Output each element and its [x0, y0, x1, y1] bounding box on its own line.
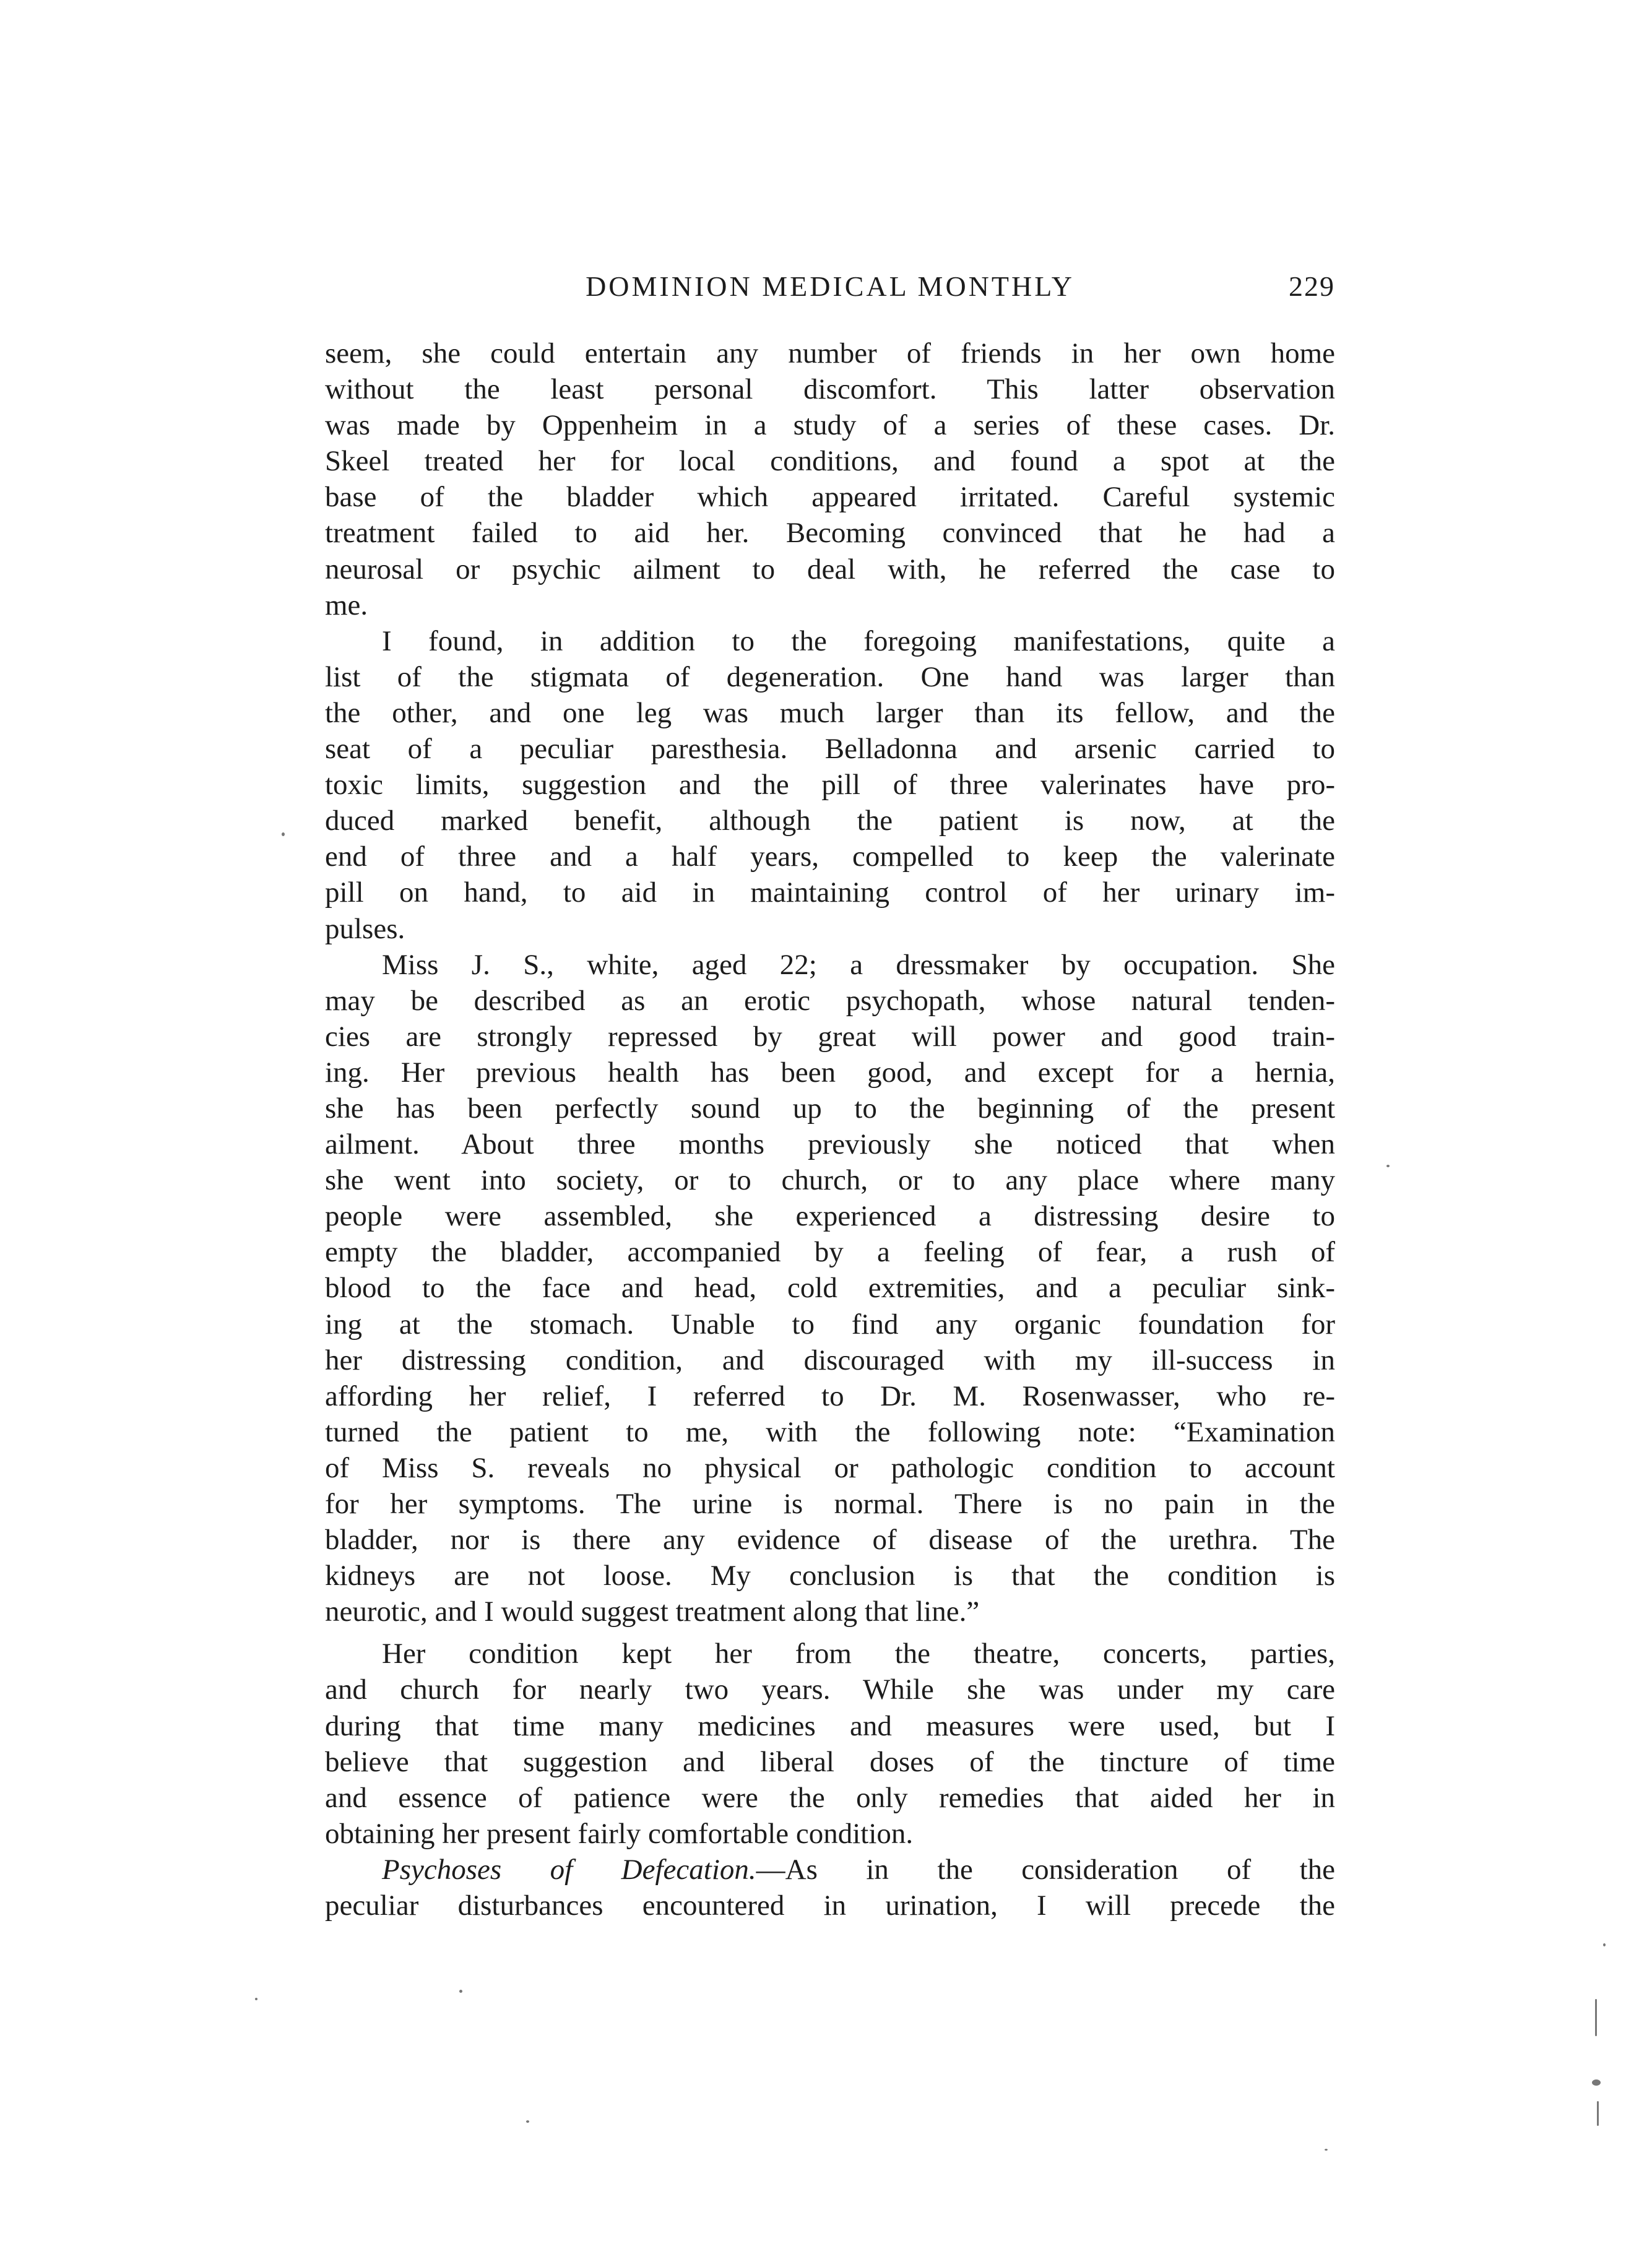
text-line: I found, in addition to the foregoing manifestations, quite a: [382, 624, 1335, 657]
text-line: of Miss S. reveals no physical or pathologic condition to account: [325, 1451, 1335, 1484]
text-line: and church for nearly two years. While she was under my care: [325, 1673, 1335, 1706]
scan-speck: [526, 2120, 529, 2123]
body-text: [325, 335, 1335, 1924]
text-line: Skeel treated her for local conditions, and found a spot at the: [325, 445, 1335, 478]
scan-speck: [1325, 2149, 1328, 2151]
text-line: she went into society, or to church, or to any place where many: [325, 1164, 1335, 1197]
page-number: 229: [1289, 270, 1335, 302]
paragraph: [325, 1636, 1335, 1852]
text-line: seem, she could entertain any number of friends in her own home: [325, 337, 1335, 369]
running-head: DOMINION MEDICAL MONTHLY: [586, 270, 1075, 302]
text-line: Miss J. S., white, aged 22; a dressmaker by occupation. She: [382, 948, 1335, 981]
paragraph-gap: [325, 1630, 1335, 1636]
text-line: duced marked benefit, although the patient is now, at the: [325, 805, 1335, 837]
page-header: [325, 265, 1335, 308]
scan-speck: [1595, 1999, 1597, 2036]
text-line: she has been perfectly sound up to the beginning of the present: [325, 1092, 1335, 1125]
text-line: without the least personal discomfort. This latter observation: [325, 373, 1335, 406]
text-line: for her symptoms. The urine is normal. There is no pain in the: [325, 1488, 1335, 1520]
text-line: turned the patient to me, with the following note: “Examination: [325, 1415, 1335, 1448]
text-line: believe that suggestion and liberal doses of the tincture of time: [325, 1745, 1335, 1778]
text-line: ailment. About three months previously she noticed that when: [325, 1128, 1335, 1161]
text-line: me.: [325, 589, 368, 621]
text-line: treatment failed to aid her. Becoming convinced that he had a: [325, 517, 1335, 550]
text-run: —As in the consideration of the: [756, 1853, 1336, 1886]
scan-speck: [1597, 2101, 1599, 2126]
text-line: list of the stigmata of degeneration. One hand was larger than: [325, 660, 1335, 693]
text-line: cies are strongly repressed by great will power and good train-: [325, 1020, 1335, 1053]
text-line: and essence of patience were the only remedies that aided her in: [325, 1781, 1335, 1814]
text-line: during that time many medicines and measures were used, but I: [325, 1709, 1335, 1742]
scan-speck: [459, 1990, 462, 1993]
scan-speck: [1592, 2079, 1601, 2086]
text-line: may be described as an erotic psychopath, whose natural tenden-: [325, 984, 1335, 1017]
text-line: seat of a peculiar paresthesia. Belladonna and arsenic carried to: [325, 733, 1335, 766]
paragraph: [325, 1852, 1335, 1924]
text-line: her distressing condition, and discouraged with my ill-success in: [325, 1344, 1335, 1376]
scan-speck: [1386, 1165, 1390, 1167]
text-line: ing at the stomach. Unable to find any organic foundation for: [325, 1308, 1335, 1341]
text-line: pill on hand, to aid in maintaining control of her urinary im-: [325, 876, 1335, 909]
section-heading: Psychoses of Defecation.: [382, 1853, 756, 1886]
text-line: base of the bladder which appeared irritated. Careful systemic: [325, 481, 1335, 514]
text-line: bladder, nor is there any evidence of disease of the urethra. The: [325, 1524, 1335, 1557]
paragraph: [325, 947, 1335, 1630]
text-line: peculiar disturbances encountered in urination, I will precede the: [325, 1889, 1335, 1922]
text-line: blood to the face and head, cold extremities, and a peculiar sink-: [325, 1272, 1335, 1305]
text-line: end of three and a half years, compelled to keep the valerinate: [325, 840, 1335, 873]
text-line: obtaining her present fairly comfortable condition.: [325, 1817, 914, 1850]
text-line: was made by Oppenheim in a study of a series of these cases. Dr.: [325, 409, 1335, 442]
text-line: ing. Her previous health has been good, and except for a hernia,: [325, 1056, 1335, 1089]
text-line: Her condition kept her from the theatre, concerts, parties,: [382, 1638, 1335, 1670]
text-line: the other, and one leg was much larger than its fellow, and the: [325, 696, 1335, 729]
text-line: neurotic, and I would suggest treatment along that line.”: [325, 1596, 980, 1628]
text-line: [325, 1852, 1335, 1888]
text-line: affording her relief, I referred to Dr. M. Rosenwasser, who re-: [325, 1380, 1335, 1412]
paragraph: [325, 623, 1335, 947]
text-line: empty the bladder, accompanied by a feeling of fear, a rush of: [325, 1236, 1335, 1269]
text-line: toxic limits, suggestion and the pill of three valerinates have pro-: [325, 769, 1335, 801]
text-line: neurosal or psychic ailment to deal with, he referred the case to: [325, 553, 1335, 585]
scan-speck: [255, 1998, 257, 2000]
text-line: kidneys are not loose. My conclusion is that the condition is: [325, 1560, 1335, 1592]
paragraph: [325, 335, 1335, 623]
text-line: pulses.: [325, 912, 405, 945]
scan-speck: [282, 832, 285, 836]
scan-speck: [1603, 1943, 1606, 1946]
text-line: people were assembled, she experienced a distressing desire to: [325, 1200, 1335, 1233]
